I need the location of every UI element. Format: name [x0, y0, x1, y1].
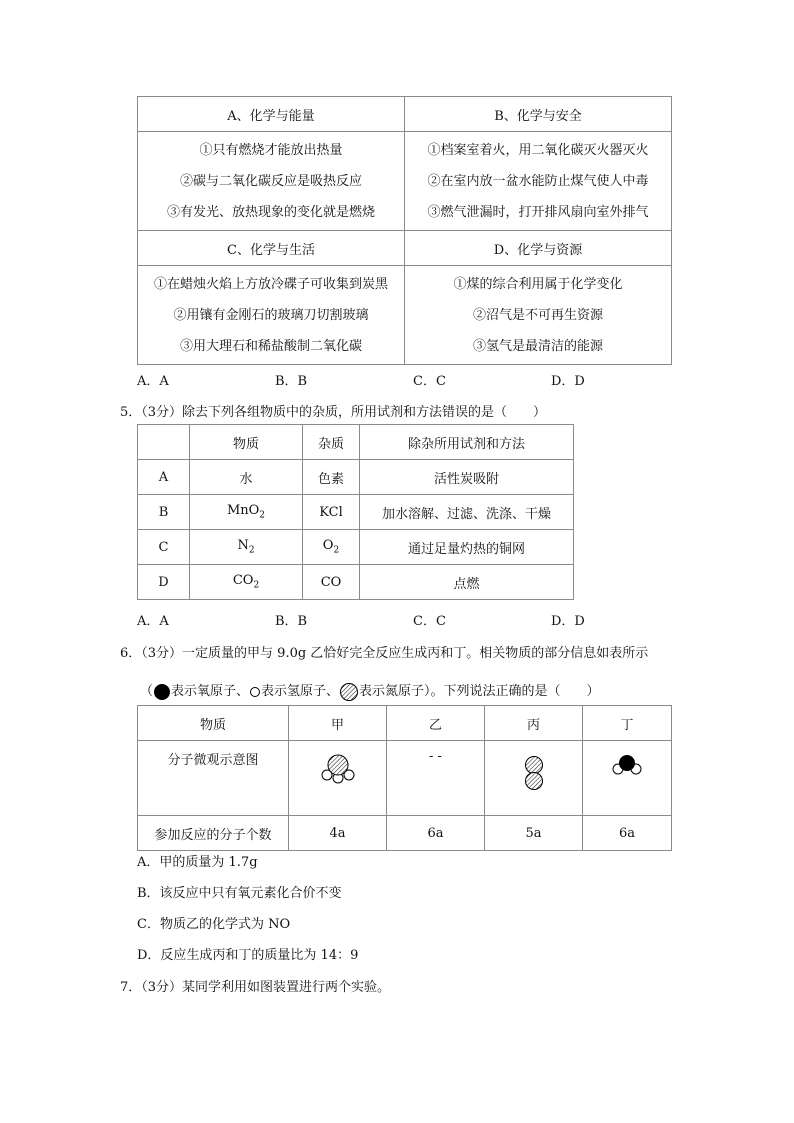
- q6-answer-a[interactable]: A．甲的质量为 1.7g: [137, 855, 258, 870]
- q6-count: 6a: [387, 816, 485, 851]
- q4-a-item: ①只有燃烧才能放出热量: [199, 142, 343, 158]
- hydrogen-atom-icon: [249, 686, 261, 698]
- q5-impurity: $O_2$: [303, 530, 360, 565]
- q5-options: [137, 610, 689, 629]
- q4-b-item: ③燃气泄漏时，打开排风扇向室外排气: [427, 204, 649, 220]
- q5-substance: $N_2$: [190, 530, 303, 565]
- nitrogen-atom-icon: [339, 682, 359, 702]
- q4-cell-b-body: [405, 132, 672, 231]
- water-molecule-icon: [607, 749, 647, 785]
- q4-options: [137, 370, 689, 389]
- q5-substance: MnO$_2$: [190, 495, 303, 530]
- q4-d-item: ②沼气是不可再生资源: [472, 307, 603, 323]
- q5-option-d[interactable]: D．D: [551, 614, 585, 629]
- q6-count: 6a: [583, 816, 672, 851]
- q5-option-b[interactable]: B．B: [275, 614, 308, 629]
- q6-header: 丁: [583, 706, 672, 741]
- q5-row-label: A: [138, 460, 190, 495]
- q4-cell-c-body: [138, 266, 405, 365]
- q4-c-item: ③用大理石和稀盐酸制二氧化碳: [179, 338, 362, 354]
- jia-molecule-cell: [289, 741, 387, 816]
- q5-method: 点燃: [360, 565, 574, 600]
- q4-option-c[interactable]: C．C: [413, 374, 446, 389]
- q5-impurity: CO: [303, 565, 360, 600]
- q5-header: 除杂所用试剂和方法: [360, 425, 574, 460]
- q4-option-a[interactable]: A．A: [137, 374, 169, 389]
- q5-method: 加水溶解、过滤、洗涤、干燥: [360, 495, 574, 530]
- q6-header: 丙: [485, 706, 583, 741]
- q6-table: [137, 705, 672, 851]
- q6-header: 物质: [138, 706, 289, 741]
- q6-answer-d[interactable]: D．反应生成丙和丁的质量比为 14：9: [137, 948, 359, 963]
- q4-b-item: ①档案室着火，用二氧化碳灭火器灭火: [427, 142, 649, 158]
- q6-count: 4a: [289, 816, 387, 851]
- q5-impurity: 色素: [303, 460, 360, 495]
- q6-answer-b[interactable]: B．该反应中只有氧元素化合价不变: [137, 886, 342, 901]
- q4-option-b[interactable]: B．B: [275, 374, 308, 389]
- q4-cell-c-title: C、化学与生活: [138, 231, 405, 266]
- q4-cell-a-body: [138, 132, 405, 231]
- table-row: [138, 530, 574, 565]
- q6-legend: （ 表示氧原子、 表示氢原子、 表示氮原子）。下列说法正确的是（ ）: [140, 680, 600, 702]
- q5-option-a[interactable]: A．A: [137, 614, 169, 629]
- q5-impurity: KCl: [303, 495, 360, 530]
- q4-c-item: ①在蜡烛火焰上方放冷碟子可收集到炭黑: [153, 276, 388, 292]
- table-row: [138, 460, 574, 495]
- q5-header: 物质: [190, 425, 303, 460]
- q5-header: 杂质: [303, 425, 360, 460]
- q7-stem: 7．（3分）某同学利用如图装置进行两个实验。: [120, 980, 391, 995]
- q5-substance: 水: [190, 460, 303, 495]
- q5-row-label: C: [138, 530, 190, 565]
- q5-stem: 5．（3分）除去下列各组物质中的杂质，所用试剂和方法错误的是（ ）: [120, 405, 547, 420]
- yi-molecule-cell: - -: [387, 741, 485, 816]
- q4-d-item: ①煤的综合利用属于化学变化: [453, 276, 623, 292]
- q6-answer-c[interactable]: C．物质乙的化学式为 NO: [137, 917, 291, 932]
- q5-option-c[interactable]: C．C: [413, 614, 446, 629]
- q4-cell-b-title: B、化学与安全: [405, 97, 672, 132]
- q6-header: 甲: [289, 706, 387, 741]
- q4-cell-d-body: [405, 266, 672, 365]
- q5-method: 通过足量灼热的铜网: [360, 530, 574, 565]
- q4-c-item: ②用镶有金刚石的玻璃刀切割玻璃: [173, 307, 369, 323]
- ding-molecule-cell: [583, 741, 672, 816]
- q4-option-d[interactable]: D．D: [551, 374, 585, 389]
- table-row: [138, 495, 574, 530]
- q5-header: [138, 425, 190, 460]
- ammonia-molecule-icon: [313, 747, 363, 787]
- q4-a-item: ②碳与二氧化碳反应是吸热反应: [179, 173, 362, 189]
- nitrogen-molecule-icon: [519, 755, 549, 799]
- bing-molecule-cell: [485, 741, 583, 816]
- q6-count: 5a: [485, 816, 583, 851]
- q4-b-item: ②在室内放一盆水能防止煤气使人中毒: [427, 173, 649, 189]
- q5-row-label: B: [138, 495, 190, 530]
- q6-stem: 6．（3分）一定质量的甲与 9.0g 乙恰好完全反应生成丙和丁。相关物质的部分信息如表所示: [120, 646, 649, 661]
- q4-a-item: ③有发光、放热现象的变化就是燃烧: [166, 204, 375, 220]
- q4-d-item: ③氢气是最清洁的能源: [472, 338, 603, 354]
- q5-substance: $CO_2$: [190, 565, 303, 600]
- table-row: [138, 565, 574, 600]
- q4-table: [137, 96, 672, 365]
- q5-method: 活性炭吸附: [360, 460, 574, 495]
- q4-cell-a-title: A、化学与能量: [138, 97, 405, 132]
- q6-row-label: 参加反应的分子个数: [138, 816, 289, 851]
- q6-row-label: 分子微观示意图: [138, 741, 289, 816]
- q6-header: 乙: [387, 706, 485, 741]
- q4-cell-d-title: D、化学与资源: [405, 231, 672, 266]
- q5-row-label: D: [138, 565, 190, 600]
- oxygen-atom-icon: [153, 683, 171, 701]
- q5-table: [137, 424, 574, 600]
